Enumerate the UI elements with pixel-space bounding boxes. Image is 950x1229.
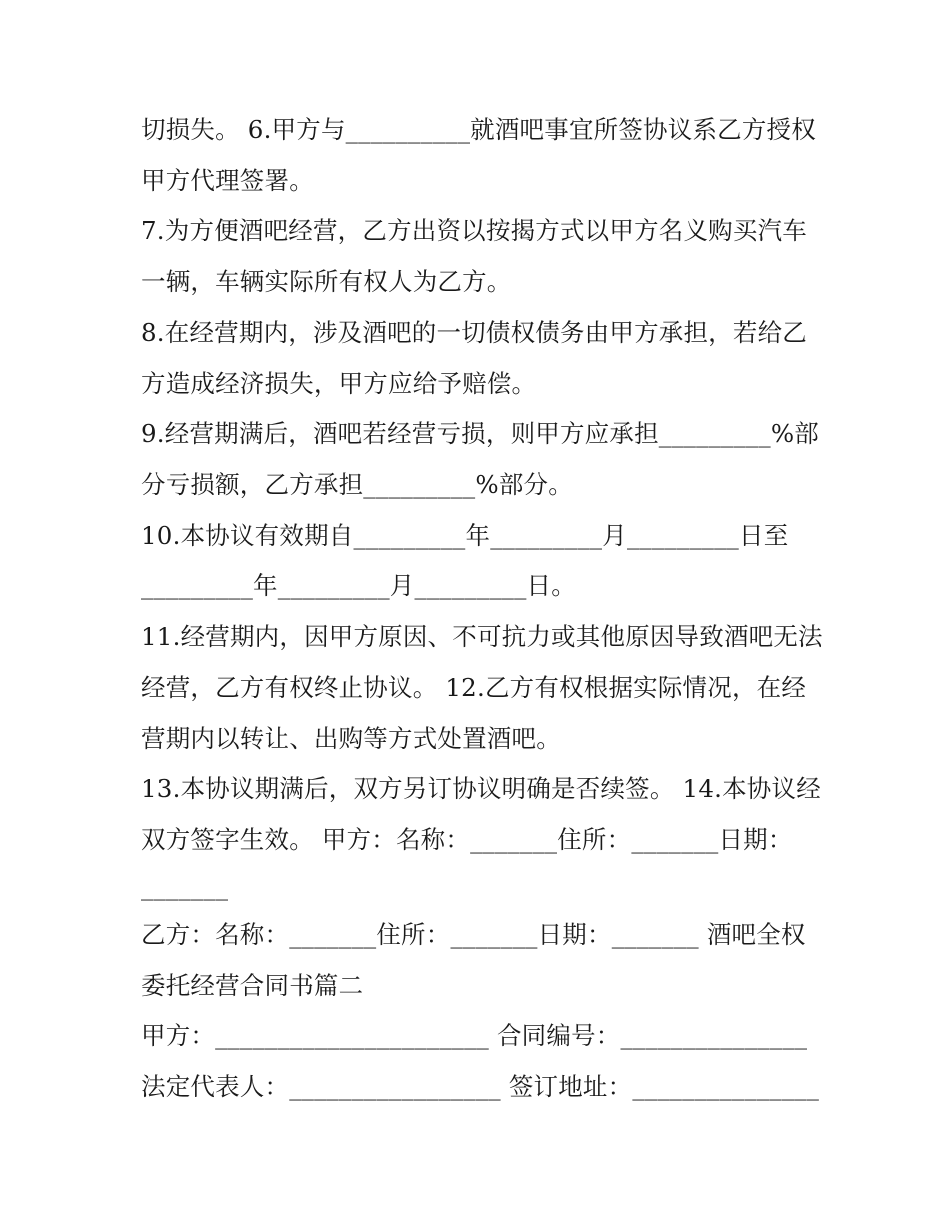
text-line: 9.经营期满后，酒吧若经营亏损，则甲方应承担_________%部: [141, 419, 820, 448]
text-line: 甲方：______________________ 合同编号：_______________: [141, 1021, 808, 1050]
text-line: 法定代表人：_________________ 签订地址：_______________: [141, 1072, 820, 1101]
text-line: 7.为方便酒吧经营，乙方出资以按揭方式以甲方名义购买汽车: [141, 216, 807, 245]
text-line: _________年_________月_________日。: [141, 571, 576, 600]
text-line: 11.经营期内，因甲方原因、不可抗力或其他原因导致酒吧无法: [141, 622, 823, 651]
text-line: 10.本协议有效期自_________年_________月_________日至: [141, 521, 789, 550]
text-line: 8.在经营期内，涉及酒吧的一切债权债务由甲方承担，若给乙: [141, 318, 807, 347]
text-line: _______: [141, 872, 229, 901]
text-line: 乙方：名称：_______住所：_______日期：_______ 酒吧全权: [141, 920, 806, 949]
text-line: 切损失。 6.甲方与__________就酒吧事宜所签协议系乙方授权: [141, 115, 816, 144]
text-line: 方造成经济损失，甲方应给予赔偿。: [141, 369, 537, 398]
text-line: 经营，乙方有权终止协议。 12.乙方有权根据实际情况，在经: [141, 673, 807, 702]
text-line: 委托经营合同书篇二: [141, 971, 364, 1000]
text-line: 分亏损额，乙方承担_________%部分。: [141, 470, 573, 499]
text-line: 一辆，车辆实际所有权人为乙方。: [141, 267, 512, 296]
text-line: 13.本协议期满后，双方另订协议明确是否续签。 14.本协议经: [141, 774, 821, 803]
text-line: 双方签字生效。 甲方：名称：_______住所：_______日期：: [141, 825, 793, 854]
text-line: 甲方代理签署。: [141, 166, 314, 195]
text-line: 营期内以转让、出购等方式处置酒吧。: [141, 724, 561, 753]
